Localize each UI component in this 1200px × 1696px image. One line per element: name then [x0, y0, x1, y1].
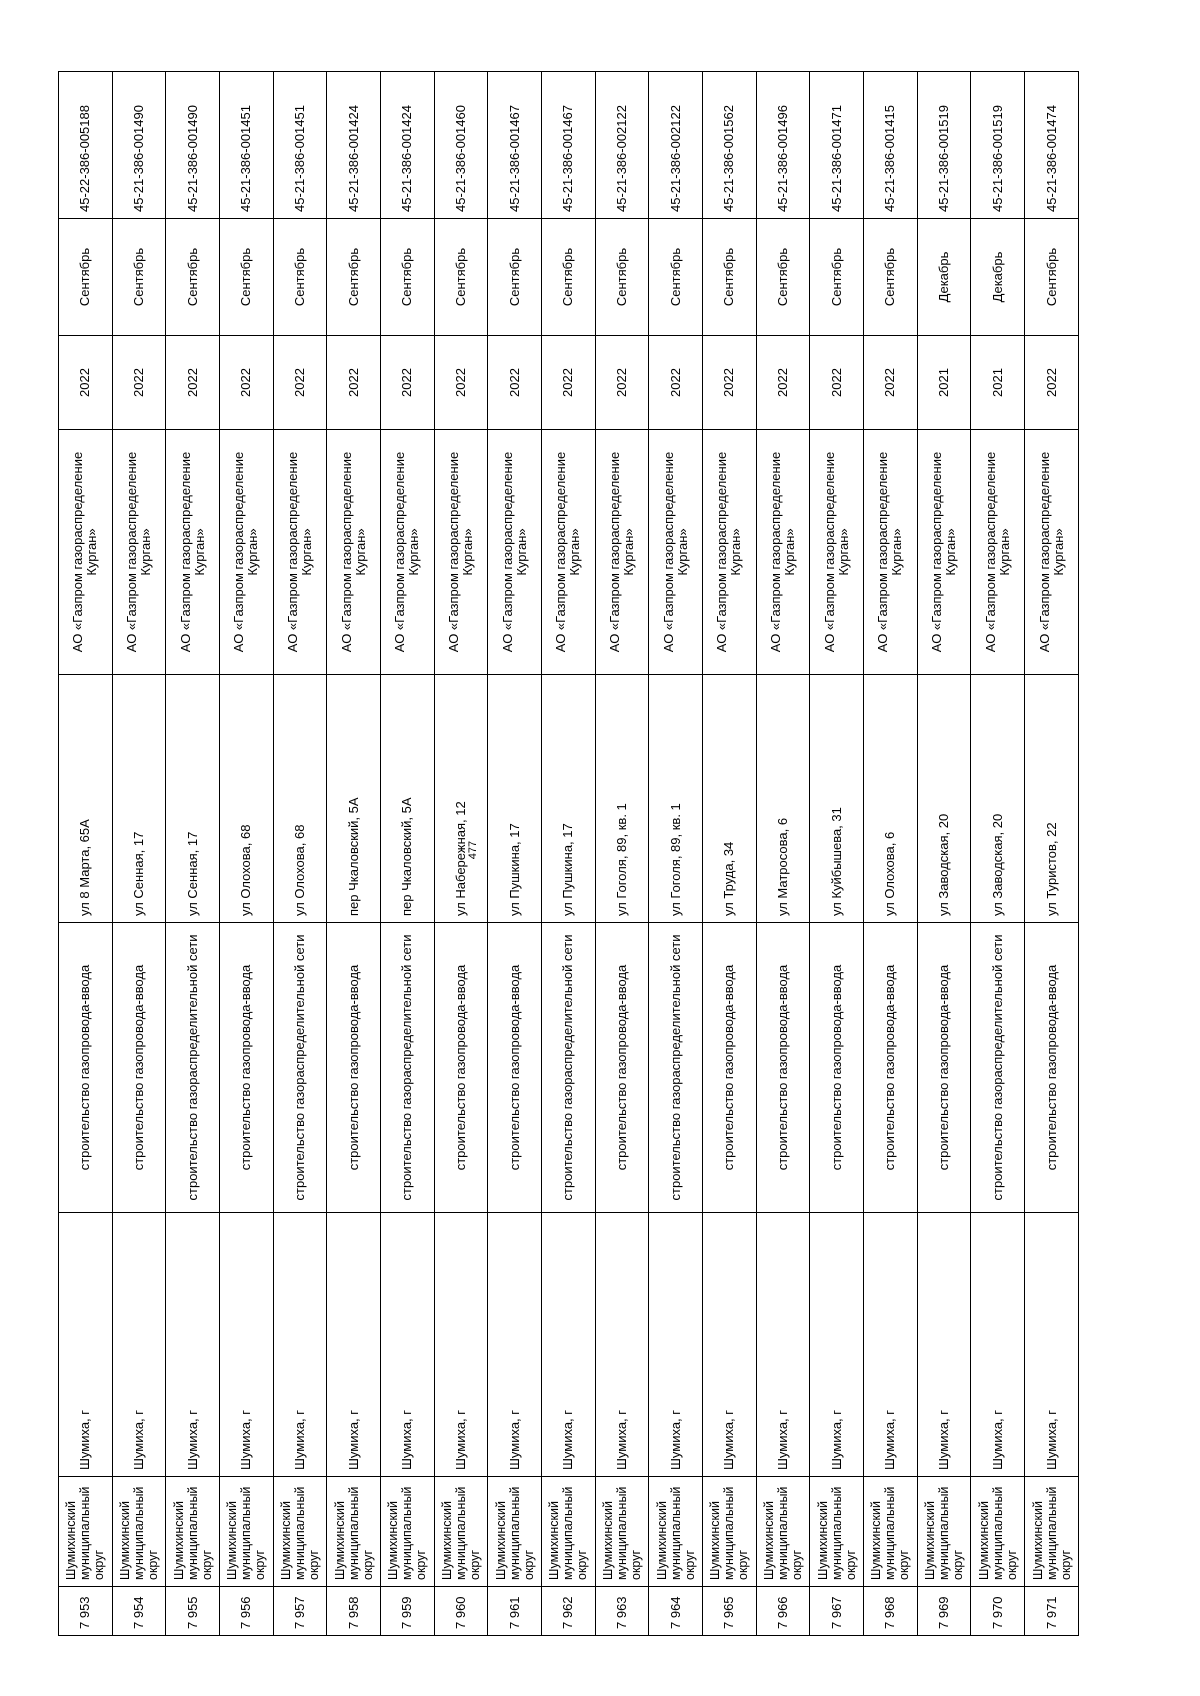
registry-body: [59, 72, 1079, 1636]
city-cell: Шумиха, г: [971, 1213, 1025, 1477]
month-cell: Сентябрь: [327, 219, 381, 336]
code-cell: 45-21-386-001424: [381, 72, 435, 219]
work-type-cell: строительство газопровода-ввода: [756, 923, 810, 1213]
address-cell: ул Пушкина, 17: [488, 675, 542, 923]
row-number: 7 969: [917, 1587, 971, 1636]
district-cell: Шумихинский муниципальный округ: [649, 1477, 703, 1587]
code-cell: 45-21-386-001490: [166, 72, 220, 219]
district-cell: Шумихинский муниципальный округ: [112, 1477, 166, 1587]
city-cell: Шумиха, г: [166, 1213, 220, 1477]
work-type-cell: строительство газопровода-ввода: [810, 923, 864, 1213]
work-type-cell: строительство газораспределительной сети: [649, 923, 703, 1213]
row-number: 7 954: [112, 1587, 166, 1636]
code-cell: 45-21-386-001451: [273, 72, 327, 219]
code-cell: 45-21-386-001467: [488, 72, 542, 219]
address-cell: ул Заводская, 20: [971, 675, 1025, 923]
table-row: [756, 72, 810, 1636]
address-cell: пер Чкаловский, 5А: [381, 675, 435, 923]
table-row: [327, 72, 381, 1636]
city-cell: Шумиха, г: [220, 1213, 274, 1477]
city-cell: Шумиха, г: [273, 1213, 327, 1477]
code-cell: 45-21-386-001519: [971, 72, 1025, 219]
month-cell: Сентябрь: [703, 219, 757, 336]
city-cell: Шумиха, г: [327, 1213, 381, 1477]
city-cell: Шумиха, г: [703, 1213, 757, 1477]
month-cell: Сентябрь: [112, 219, 166, 336]
year-cell: 2022: [1025, 336, 1079, 430]
row-number: 7 962: [542, 1587, 596, 1636]
address-cell: ул Сенная, 17: [166, 675, 220, 923]
work-type-cell: строительство газопровода-ввода: [327, 923, 381, 1213]
table-row: [703, 72, 757, 1636]
district-cell: Шумихинский муниципальный округ: [864, 1477, 918, 1587]
city-cell: Шумиха, г: [488, 1213, 542, 1477]
code-cell: 45-21-386-001471: [810, 72, 864, 219]
organization-cell: АО «Газпром газораспределение Курган»: [434, 430, 488, 675]
organization-cell: АО «Газпром газораспределение Курган»: [59, 430, 113, 675]
code-cell: 45-21-386-001460: [434, 72, 488, 219]
organization-cell: АО «Газпром газораспределение Курган»: [649, 430, 703, 675]
year-cell: 2022: [273, 336, 327, 430]
row-number: 7 957: [273, 1587, 327, 1636]
row-number: 7 956: [220, 1587, 274, 1636]
address-cell: ул Гоголя, 89, кв. 1: [595, 675, 649, 923]
district-cell: Шумихинский муниципальный округ: [917, 1477, 971, 1587]
district-cell: Шумихинский муниципальный округ: [434, 1477, 488, 1587]
table-row: [917, 72, 971, 1636]
city-cell: Шумиха, г: [810, 1213, 864, 1477]
organization-cell: АО «Газпром газораспределение Курган»: [971, 430, 1025, 675]
city-cell: Шумиха, г: [434, 1213, 488, 1477]
code-cell: 45-21-386-001467: [542, 72, 596, 219]
table-row: [381, 72, 435, 1636]
row-number: 7 971: [1025, 1587, 1079, 1636]
month-cell: Сентябрь: [273, 219, 327, 336]
address-cell: пер Чкаловский, 5А: [327, 675, 381, 923]
table-row: [542, 72, 596, 1636]
code-cell: 45-21-386-002122: [595, 72, 649, 219]
month-cell: Сентябрь: [488, 219, 542, 336]
city-cell: Шумиха, г: [381, 1213, 435, 1477]
year-cell: 2022: [542, 336, 596, 430]
row-number: 7 958: [327, 1587, 381, 1636]
row-number: 7 963: [595, 1587, 649, 1636]
year-cell: 2022: [434, 336, 488, 430]
year-cell: 2021: [971, 336, 1025, 430]
organization-cell: АО «Газпром газораспределение Курган»: [112, 430, 166, 675]
code-cell: 45-21-386-001424: [327, 72, 381, 219]
city-cell: Шумиха, г: [649, 1213, 703, 1477]
row-number: 7 967: [810, 1587, 864, 1636]
year-cell: 2022: [756, 336, 810, 430]
month-cell: Сентябрь: [595, 219, 649, 336]
organization-cell: АО «Газпром газораспределение Курган»: [1025, 430, 1079, 675]
year-cell: 2022: [220, 336, 274, 430]
district-cell: Шумихинский муниципальный округ: [810, 1477, 864, 1587]
address-cell: ул Набережная, 12: [434, 675, 488, 923]
city-cell: Шумиха, г: [1025, 1213, 1079, 1477]
organization-cell: АО «Газпром газораспределение Курган»: [864, 430, 918, 675]
table-row: [220, 72, 274, 1636]
row-number: 7 965: [703, 1587, 757, 1636]
address-cell: ул Пушкина, 17: [542, 675, 596, 923]
organization-cell: АО «Газпром газораспределение Курган»: [703, 430, 757, 675]
address-cell: ул 8 Марта, 65А: [59, 675, 113, 923]
month-cell: Сентябрь: [166, 219, 220, 336]
city-cell: Шумиха, г: [917, 1213, 971, 1477]
work-type-cell: строительство газопровода-ввода: [488, 923, 542, 1213]
registry-table: [58, 71, 1079, 1636]
month-cell: Сентябрь: [756, 219, 810, 336]
organization-cell: АО «Газпром газораспределение Курган»: [327, 430, 381, 675]
city-cell: Шумиха, г: [864, 1213, 918, 1477]
work-type-cell: строительство газораспределительной сети: [542, 923, 596, 1213]
row-number: 7 955: [166, 1587, 220, 1636]
table-row: [112, 72, 166, 1636]
district-cell: Шумихинский муниципальный округ: [756, 1477, 810, 1587]
row-number: 7 960: [434, 1587, 488, 1636]
table-row: [810, 72, 864, 1636]
work-type-cell: строительство газопровода-ввода: [1025, 923, 1079, 1213]
work-type-cell: строительство газораспределительной сети: [166, 923, 220, 1213]
code-cell: 45-21-386-001451: [220, 72, 274, 219]
address-cell: ул Заводская, 20: [917, 675, 971, 923]
row-number: 7 959: [381, 1587, 435, 1636]
year-cell: 2022: [649, 336, 703, 430]
work-type-cell: строительство газопровода-ввода: [112, 923, 166, 1213]
work-type-cell: строительство газораспределительной сети: [273, 923, 327, 1213]
row-number: 7 953: [59, 1587, 113, 1636]
row-number: 7 964: [649, 1587, 703, 1636]
table-row: [59, 72, 113, 1636]
address-cell: ул Гоголя, 89, кв. 1: [649, 675, 703, 923]
table-row: [273, 72, 327, 1636]
organization-cell: АО «Газпром газораспределение Курган»: [273, 430, 327, 675]
month-cell: Сентябрь: [381, 219, 435, 336]
district-cell: Шумихинский муниципальный округ: [971, 1477, 1025, 1587]
year-cell: 2022: [703, 336, 757, 430]
city-cell: Шумиха, г: [542, 1213, 596, 1477]
organization-cell: АО «Газпром газораспределение Курган»: [810, 430, 864, 675]
year-cell: 2022: [327, 336, 381, 430]
row-number: 7 966: [756, 1587, 810, 1636]
district-cell: Шумихинский муниципальный округ: [488, 1477, 542, 1587]
table-row: [488, 72, 542, 1636]
row-number: 7 968: [864, 1587, 918, 1636]
district-cell: Шумихинский муниципальный округ: [542, 1477, 596, 1587]
address-cell: ул Туристов, 22: [1025, 675, 1079, 923]
page-number: 477: [467, 840, 479, 860]
code-cell: 45-21-386-001490: [112, 72, 166, 219]
month-cell: Сентябрь: [59, 219, 113, 336]
year-cell: 2022: [166, 336, 220, 430]
month-cell: Декабрь: [971, 219, 1025, 336]
month-cell: Сентябрь: [434, 219, 488, 336]
code-cell: 45-22-386-005188: [59, 72, 113, 219]
city-cell: Шумиха, г: [595, 1213, 649, 1477]
organization-cell: АО «Газпром газораспределение Курган»: [381, 430, 435, 675]
address-cell: ул Сенная, 17: [112, 675, 166, 923]
district-cell: Шумихинский муниципальный округ: [327, 1477, 381, 1587]
address-cell: ул Олохова, 68: [273, 675, 327, 923]
year-cell: 2022: [59, 336, 113, 430]
month-cell: Сентябрь: [220, 219, 274, 336]
month-cell: Сентябрь: [1025, 219, 1079, 336]
district-cell: Шумихинский муниципальный округ: [59, 1477, 113, 1587]
address-cell: ул Труда, 34: [703, 675, 757, 923]
district-cell: Шумихинский муниципальный округ: [273, 1477, 327, 1587]
district-cell: Шумихинский муниципальный округ: [220, 1477, 274, 1587]
table-row: [166, 72, 220, 1636]
year-cell: 2021: [917, 336, 971, 430]
code-cell: 45-21-386-001496: [756, 72, 810, 219]
year-cell: 2022: [488, 336, 542, 430]
code-cell: 45-21-386-001519: [917, 72, 971, 219]
district-cell: Шумихинский муниципальный округ: [1025, 1477, 1079, 1587]
organization-cell: АО «Газпром газораспределение Курган»: [488, 430, 542, 675]
city-cell: Шумиха, г: [112, 1213, 166, 1477]
month-cell: Декабрь: [917, 219, 971, 336]
work-type-cell: строительство газораспределительной сети: [971, 923, 1025, 1213]
table-row: [1025, 72, 1079, 1636]
year-cell: 2022: [112, 336, 166, 430]
address-cell: ул Матросова, 6: [756, 675, 810, 923]
work-type-cell: строительство газопровода-ввода: [434, 923, 488, 1213]
city-cell: Шумиха, г: [59, 1213, 113, 1477]
work-type-cell: строительство газопровода-ввода: [917, 923, 971, 1213]
table-row: [434, 72, 488, 1636]
year-cell: 2022: [381, 336, 435, 430]
work-type-cell: строительство газопровода-ввода: [220, 923, 274, 1213]
work-type-cell: строительство газораспределительной сети: [381, 923, 435, 1213]
address-cell: ул Олохова, 6: [864, 675, 918, 923]
work-type-cell: строительство газопровода-ввода: [864, 923, 918, 1213]
organization-cell: АО «Газпром газораспределение Курган»: [595, 430, 649, 675]
code-cell: 45-21-386-001415: [864, 72, 918, 219]
table-row: [864, 72, 918, 1636]
address-cell: ул Олохова, 68: [220, 675, 274, 923]
year-cell: 2022: [810, 336, 864, 430]
city-cell: Шумиха, г: [756, 1213, 810, 1477]
month-cell: Сентябрь: [649, 219, 703, 336]
organization-cell: АО «Газпром газораспределение Курган»: [917, 430, 971, 675]
registry-table-wrapper: [58, 72, 1079, 1636]
year-cell: 2022: [864, 336, 918, 430]
work-type-cell: строительство газопровода-ввода: [595, 923, 649, 1213]
work-type-cell: строительство газопровода-ввода: [703, 923, 757, 1213]
year-cell: 2022: [595, 336, 649, 430]
code-cell: 45-21-386-001474: [1025, 72, 1079, 219]
district-cell: Шумихинский муниципальный округ: [381, 1477, 435, 1587]
district-cell: Шумихинский муниципальный округ: [703, 1477, 757, 1587]
row-number: 7 961: [488, 1587, 542, 1636]
code-cell: 45-21-386-001562: [703, 72, 757, 219]
district-cell: Шумихинский муниципальный округ: [595, 1477, 649, 1587]
organization-cell: АО «Газпром газораспределение Курган»: [756, 430, 810, 675]
address-cell: ул Куйбышева, 31: [810, 675, 864, 923]
table-row: [595, 72, 649, 1636]
organization-cell: АО «Газпром газораспределение Курган»: [166, 430, 220, 675]
table-row: [971, 72, 1025, 1636]
month-cell: Сентябрь: [542, 219, 596, 336]
code-cell: 45-21-386-002122: [649, 72, 703, 219]
work-type-cell: строительство газопровода-ввода: [59, 923, 113, 1213]
organization-cell: АО «Газпром газораспределение Курган»: [220, 430, 274, 675]
table-row: [649, 72, 703, 1636]
month-cell: Сентябрь: [864, 219, 918, 336]
month-cell: Сентябрь: [810, 219, 864, 336]
organization-cell: АО «Газпром газораспределение Курган»: [542, 430, 596, 675]
district-cell: Шумихинский муниципальный округ: [166, 1477, 220, 1587]
row-number: 7 970: [971, 1587, 1025, 1636]
